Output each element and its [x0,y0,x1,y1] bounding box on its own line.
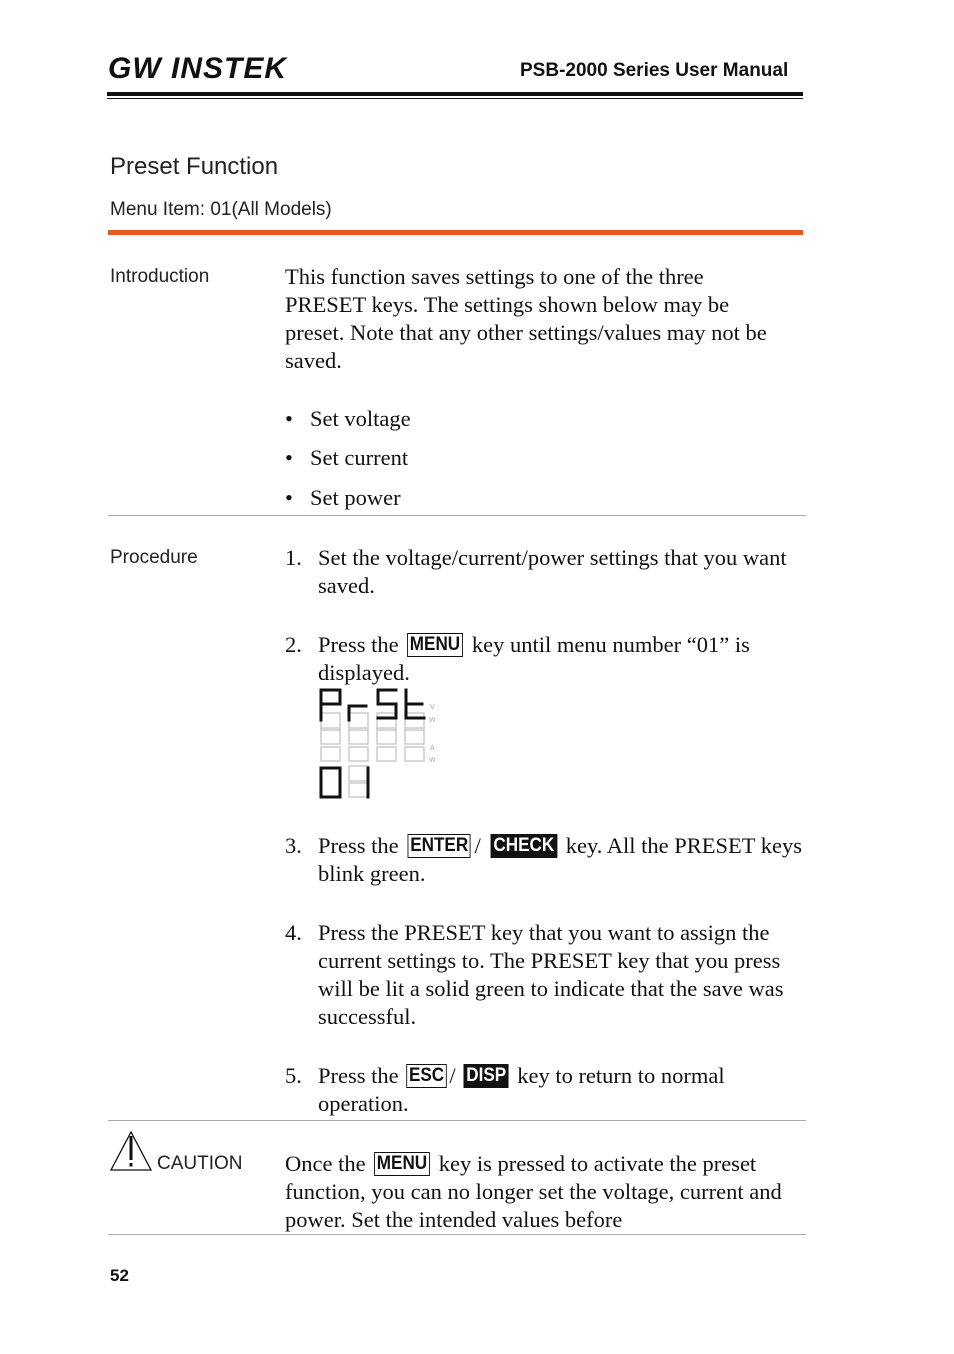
segment-cell [405,747,424,761]
segment-cell [321,747,340,761]
check-key: CHECK [490,834,556,858]
digit-t [406,690,424,718]
menu-key: MENU [407,633,463,657]
step-number: 4. [285,920,302,945]
digit-p [321,690,340,720]
esc-key: ESC [407,1064,448,1088]
step-5-text: Press the ESC / DISP key to return to normal operation. [318,1063,725,1116]
manual-title: PSB-2000 Series User Manual [520,60,789,81]
step-number: 3. [285,833,302,858]
gw-instek-logo: GW INSTEK [108,52,287,85]
digit-0 [321,768,340,797]
list-item: • Set voltage [285,406,411,431]
menu-key: MENU [374,1152,430,1176]
enter-key: ENTER [408,834,471,858]
step-1-text: Set the voltage/current/power settings that you want saved. [318,545,787,598]
disp-key: DISP [464,1064,509,1088]
segment-cell [349,747,368,761]
section-title: Preset Function [110,153,279,180]
segment-cell [377,747,396,761]
step-number: 5. [285,1063,302,1088]
menu-item-label: Menu Item: 01(All Models) [110,199,332,220]
list-item: • Set power [285,485,401,510]
step-3-text: Press the ENTER / CHECK key. All the PRESET keys blink green. [318,833,802,886]
display-panel [318,686,443,802]
divider [108,1234,806,1235]
section-rule [108,230,803,235]
caution-icon [109,1130,153,1174]
introduction-label: Introduction [110,266,210,287]
caution-text: Once the MENU key is pressed to activate the preset function, you can no longer set the voltage, current and power. Set the intended values before [285,1151,782,1232]
procedure-label: Procedure [110,547,198,568]
header-rule-thin [107,98,803,99]
unit-a-label: A [430,745,435,752]
segment-cell [349,783,368,797]
step-number: 2. [285,632,302,657]
page-number: 52 [110,1266,129,1285]
unit-v-label: V [430,704,435,711]
list-item: • Set current [285,445,409,470]
step-4-text: Press the PRESET key that you want to assign the current settings to. The PRESET key that you press will be lit a solid green to indicate that the save was successful. [318,920,784,1029]
divider [108,515,806,516]
step-2-text: Press the MENU key until menu number “01” is displayed. [318,632,750,685]
divider [108,1120,806,1121]
digit-s [378,690,396,718]
segment-cell [349,766,368,781]
unit-w-label: W [429,757,436,764]
introduction-text: This function saves settings to one of the three PRESET keys. The settings shown below may be preset. Note that any other settings/values may not be saved. [285,264,767,373]
step-number: 1. [285,545,302,570]
caution-label: CAUTION [157,1153,243,1174]
unit-w-label: W [429,717,436,724]
header-rule [107,92,803,96]
